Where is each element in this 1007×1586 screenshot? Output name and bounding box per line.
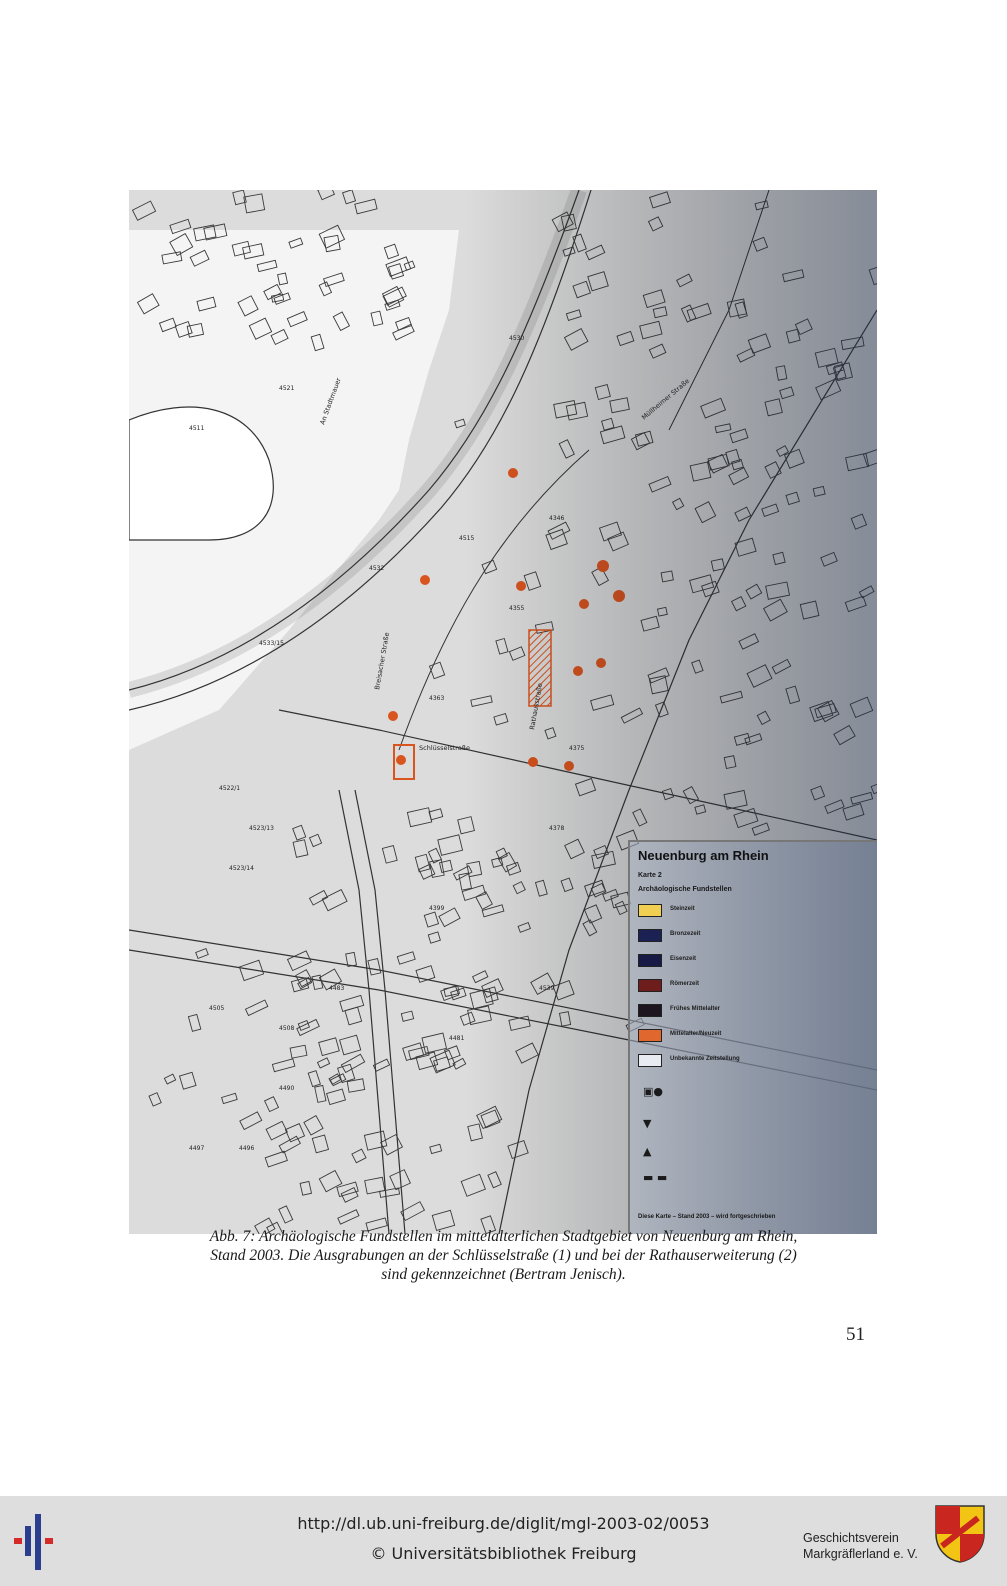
legend-label: Unbekannte Zeitstellung bbox=[670, 1056, 740, 1062]
legend-heading: Archäologische Fundstellen bbox=[638, 886, 732, 893]
legend-label: Frühes Mittelalter bbox=[670, 1006, 721, 1012]
legend-label: Mittelalter/Neuzeit bbox=[670, 1031, 722, 1037]
square-circle-symbol-icon: ▣● bbox=[643, 1085, 663, 1098]
map-legend bbox=[628, 840, 877, 1234]
legend-swatch bbox=[638, 929, 662, 942]
caption-line-1: Abb. 7: Archäologische Fundstellen im mittelalterlichen Stadtgebiet von Neuenburg am Rhein, bbox=[209, 1228, 798, 1245]
legend-item-dashed-line bbox=[638, 1171, 873, 1185]
caption-line-2: Stand 2003. Die Ausgrabungen an der Schlüsselstraße (1) und bei der Rathauserweiterung (2) bbox=[210, 1247, 797, 1264]
legend-label: Steinzeit bbox=[670, 906, 695, 912]
legend-item bbox=[638, 929, 873, 943]
legend-item bbox=[638, 904, 873, 918]
legend-item-triangle-down bbox=[638, 1117, 873, 1131]
copyright-text: © Universitätsbibliothek Freiburg bbox=[370, 1544, 637, 1563]
legend-footer: Diese Karte – Stand 2003 – wird fortgeschrieben bbox=[638, 1214, 776, 1220]
legend-swatch bbox=[638, 1004, 662, 1017]
legend-item bbox=[638, 1004, 873, 1018]
coat-of-arms-icon bbox=[934, 1504, 986, 1564]
society-name bbox=[803, 1530, 918, 1562]
page-number: 51 bbox=[846, 1324, 865, 1345]
footer-bar bbox=[0, 1496, 1007, 1586]
legend-swatch bbox=[638, 954, 662, 967]
society-line-1: Geschichtsverein bbox=[803, 1531, 899, 1545]
figure-caption bbox=[140, 1227, 867, 1284]
legend-swatch bbox=[638, 904, 662, 917]
society-line-2: Markgräflerland e. V. bbox=[803, 1547, 918, 1561]
legend-item bbox=[638, 1054, 873, 1068]
legend-title: Neuenburg am Rhein bbox=[638, 848, 769, 863]
triangle-up-icon: ▲ bbox=[643, 1145, 652, 1158]
legend-item-triangle-up bbox=[638, 1145, 873, 1159]
dashed-line-icon: ▬ ▬ bbox=[643, 1171, 668, 1184]
triangle-down-icon: ▼ bbox=[643, 1117, 652, 1130]
legend-subtitle: Karte 2 bbox=[638, 872, 662, 879]
legend-item-symbols bbox=[638, 1085, 873, 1099]
legend-label: Bronzezeit bbox=[670, 931, 701, 937]
map-figure bbox=[129, 190, 877, 1234]
caption-line-3: sind gekennzeichnet (Bertram Jenisch). bbox=[381, 1266, 626, 1283]
legend-label: Römerzeit bbox=[670, 981, 700, 987]
legend-item bbox=[638, 1029, 873, 1043]
legend-swatch bbox=[638, 1054, 662, 1067]
legend-swatch bbox=[638, 1029, 662, 1042]
source-url-link[interactable]: http://dl.ub.uni-freiburg.de/diglit/mgl-2003-02/0053 bbox=[297, 1514, 710, 1533]
legend-label: Eisenzeit bbox=[670, 956, 697, 962]
legend-item bbox=[638, 979, 873, 993]
legend-swatch bbox=[638, 979, 662, 992]
legend-item bbox=[638, 954, 873, 968]
